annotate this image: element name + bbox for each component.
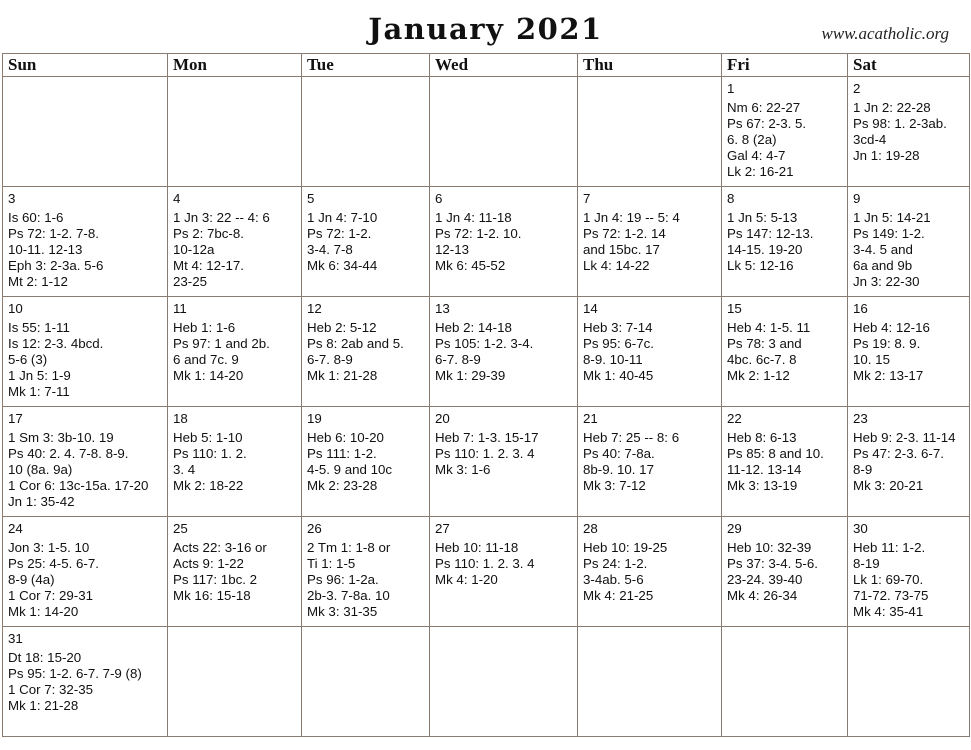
week-row	[3, 407, 970, 517]
day-readings: 1 Jn 5: 5-13 Ps 147: 12-13. 14-15. 19-20 Lk 5: 12-16	[727, 209, 814, 273]
day-readings: 1 Jn 5: 14-21 Ps 149: 1-2. 3-4. 5 and 6a and 9b Jn 3: 22-30	[853, 209, 931, 289]
day-number: 30	[853, 521, 868, 536]
day-number: 26	[307, 521, 322, 536]
day-cell	[302, 407, 430, 517]
day-cell	[302, 517, 430, 627]
day-readings: Heb 8: 6-13 Ps 85: 8 and 10. 11-12. 13-14 Mk 3: 13-19	[727, 429, 824, 493]
day-readings: Is 60: 1-6 Ps 72: 1-2. 7-8. 10-11. 12-13 Eph 3: 2-3a. 5-6 Mt 2: 1-12	[8, 209, 104, 289]
week-row	[3, 627, 970, 737]
day-cell	[848, 517, 970, 627]
day-number: 5	[307, 191, 315, 206]
day-readings: Heb 3: 7-14 Ps 95: 6-7c. 8-9. 10-11 Mk 1: 40-45	[583, 319, 654, 383]
weekday-header: Wed	[430, 54, 578, 77]
day-number: 9	[853, 191, 861, 206]
page-title: January 2021	[368, 12, 603, 46]
day-number: 11	[173, 301, 187, 316]
empty-day-cell	[302, 77, 430, 187]
day-cell	[430, 297, 578, 407]
day-cell	[302, 187, 430, 297]
empty-day-cell	[3, 77, 168, 187]
empty-day-cell	[578, 77, 722, 187]
day-number: 7	[583, 191, 591, 206]
day-cell	[722, 187, 848, 297]
week-row	[3, 77, 970, 187]
day-readings: Heb 9: 2-3. 11-14 Ps 47: 2-3. 6-7. 8-9 Mk 3: 20-21	[853, 429, 956, 493]
day-cell	[168, 187, 302, 297]
day-number: 19	[307, 411, 322, 426]
day-number: 28	[583, 521, 598, 536]
day-readings: Heb 4: 12-16 Ps 19: 8. 9. 10. 15 Mk 2: 13-17	[853, 319, 930, 383]
day-number: 12	[307, 301, 322, 316]
day-cell	[168, 297, 302, 407]
day-readings: Heb 1: 1-6 Ps 97: 1 and 2b. 6 and 7c. 9 Mk 1: 14-20	[173, 319, 270, 383]
day-cell	[722, 77, 848, 187]
week-row	[3, 187, 970, 297]
day-readings: Jon 3: 1-5. 10 Ps 25: 4-5. 6-7. 8-9 (4a) 1 Cor 7: 29-31 Mk 1: 14-20	[8, 539, 99, 619]
day-number: 16	[853, 301, 868, 316]
day-number: 1	[727, 81, 735, 96]
weekday-header-row	[3, 54, 970, 77]
day-cell	[3, 187, 168, 297]
day-number: 20	[435, 411, 450, 426]
day-cell	[848, 297, 970, 407]
day-number: 14	[583, 301, 598, 316]
day-number: 6	[435, 191, 443, 206]
day-readings: Acts 22: 3-16 or Acts 9: 1-22 Ps 117: 1bc. 2 Mk 16: 15-18	[173, 539, 267, 603]
day-readings: Heb 7: 25 -- 8: 6 Ps 40: 7-8a. 8b-9. 10. 17 Mk 3: 7-12	[583, 429, 680, 493]
day-number: 23	[853, 411, 868, 426]
day-number: 8	[727, 191, 735, 206]
day-cell	[848, 77, 970, 187]
weekday-header: Tue	[302, 54, 430, 77]
day-cell	[578, 407, 722, 517]
day-readings: Heb 10: 19-25 Ps 24: 1-2. 3-4ab. 5-6 Mk 4: 21-25	[583, 539, 668, 603]
day-cell	[722, 407, 848, 517]
day-cell	[3, 627, 168, 737]
empty-day-cell	[578, 627, 722, 737]
day-cell	[722, 517, 848, 627]
day-cell	[578, 187, 722, 297]
day-cell	[168, 407, 302, 517]
weekday-header: Sat	[848, 54, 970, 77]
day-cell	[168, 517, 302, 627]
day-number: 31	[8, 631, 23, 646]
day-number: 21	[583, 411, 598, 426]
day-readings: Heb 4: 1-5. 11 Ps 78: 3 and 4bc. 6c-7. 8 Mk 2: 1-12	[727, 319, 811, 383]
day-number: 4	[173, 191, 181, 206]
week-row	[3, 517, 970, 627]
day-cell	[430, 517, 578, 627]
day-number: 29	[727, 521, 742, 536]
calendar-grid	[2, 53, 970, 737]
weekday-header: Thu	[578, 54, 722, 77]
weekday-header: Fri	[722, 54, 848, 77]
day-cell	[848, 407, 970, 517]
day-number: 18	[173, 411, 188, 426]
day-cell	[3, 407, 168, 517]
day-readings: 1 Jn 4: 19 -- 5: 4 Ps 72: 1-2. 14 and 15bc. 17 Lk 4: 14-22	[583, 209, 680, 273]
day-readings: 1 Jn 4: 11-18 Ps 72: 1-2. 10. 12-13 Mk 6: 45-52	[435, 209, 522, 273]
week-row	[3, 297, 970, 407]
day-cell	[302, 297, 430, 407]
day-cell	[3, 297, 168, 407]
day-number: 17	[8, 411, 23, 426]
day-cell	[848, 187, 970, 297]
day-readings: 2 Tm 1: 1-8 or Ti 1: 1-5 Ps 96: 1-2a. 2b-3. 7-8a. 10 Mk 3: 31-35	[307, 539, 391, 619]
day-readings: Nm 6: 22-27 Ps 67: 2-3. 5. 6. 8 (2a) Gal 4: 4-7 Lk 2: 16-21	[727, 99, 807, 179]
day-readings: Heb 10: 11-18 Ps 110: 1. 2. 3. 4 Mk 4: 1-20	[435, 539, 535, 587]
empty-day-cell	[168, 627, 302, 737]
day-number: 15	[727, 301, 742, 316]
day-cell	[722, 297, 848, 407]
day-number: 22	[727, 411, 742, 426]
day-readings: 1 Sm 3: 3b-10. 19 Ps 40: 2. 4. 7-8. 8-9. 10 (8a. 9a) 1 Cor 6: 13c-15a. 17-20 Jn 1: 35-42	[8, 429, 149, 509]
day-readings: Is 55: 1-11 Is 12: 2-3. 4bcd. 5-6 (3) 1 Jn 5: 1-9 Mk 1: 7-11	[8, 319, 104, 399]
empty-day-cell	[168, 77, 302, 187]
empty-day-cell	[722, 627, 848, 737]
day-readings: Heb 5: 1-10 Ps 110: 1. 2. 3. 4 Mk 2: 18-22	[173, 429, 247, 493]
site-url: www.acatholic.org	[821, 24, 949, 43]
day-readings: Heb 2: 5-12 Ps 8: 2ab and 5. 6-7. 8-9 Mk 1: 21-28	[307, 319, 404, 383]
day-number: 3	[8, 191, 16, 206]
day-cell	[578, 297, 722, 407]
day-cell	[3, 517, 168, 627]
day-readings: 1 Jn 3: 22 -- 4: 6 Ps 2: 7bc-8. 10-12a Mt 4: 12-17. 23-25	[173, 209, 270, 289]
day-number: 2	[853, 81, 861, 96]
day-cell	[578, 517, 722, 627]
day-readings: Heb 7: 1-3. 15-17 Ps 110: 1. 2. 3. 4 Mk 3: 1-6	[435, 429, 539, 477]
empty-day-cell	[848, 627, 970, 737]
day-number: 27	[435, 521, 450, 536]
empty-day-cell	[430, 627, 578, 737]
day-readings: Heb 2: 14-18 Ps 105: 1-2. 3-4. 6-7. 8-9 Mk 1: 29-39	[435, 319, 534, 383]
day-number: 25	[173, 521, 188, 536]
day-readings: Heb 11: 1-2. 8-19 Lk 1: 69-70. 71-72. 73-75 Mk 4: 35-41	[853, 539, 929, 619]
day-cell	[430, 407, 578, 517]
weekday-header: Mon	[168, 54, 302, 77]
day-number: 10	[8, 301, 23, 316]
day-readings: Dt 18: 15-20 Ps 95: 1-2. 6-7. 7-9 (8) 1 Cor 7: 32-35 Mk 1: 21-28	[8, 649, 142, 713]
empty-day-cell	[430, 77, 578, 187]
day-number: 13	[435, 301, 450, 316]
day-readings: 1 Jn 4: 7-10 Ps 72: 1-2. 3-4. 7-8 Mk 6: 34-44	[307, 209, 378, 273]
day-number: 24	[8, 521, 23, 536]
empty-day-cell	[302, 627, 430, 737]
weekday-header: Sun	[3, 54, 168, 77]
day-cell	[430, 187, 578, 297]
day-readings: Heb 10: 32-39 Ps 37: 3-4. 5-6. 23-24. 39-40 Mk 4: 26-34	[727, 539, 818, 603]
day-readings: Heb 6: 10-20 Ps 111: 1-2. 4-5. 9 and 10c Mk 2: 23-28	[307, 429, 393, 493]
day-readings: 1 Jn 2: 22-28 Ps 98: 1. 2-3ab. 3cd-4 Jn 1: 19-28	[853, 99, 947, 163]
